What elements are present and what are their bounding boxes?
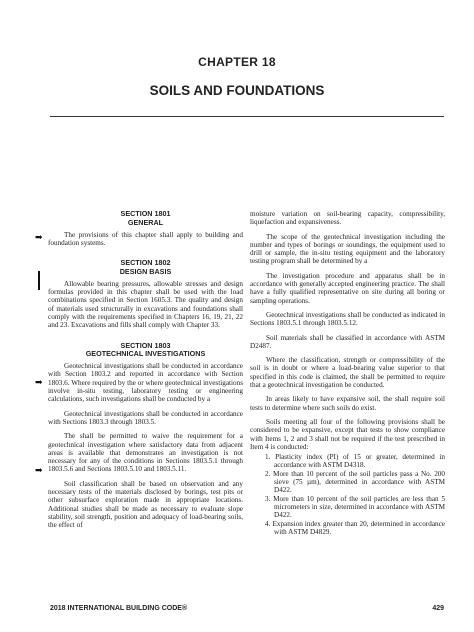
- change-arrow-icon: ➡: [35, 232, 43, 242]
- list-item: 2. More than 10 percent of the soil particles pass a No. 200 sieve (75 µm), determined in accordance with ASTM D422.: [265, 469, 445, 495]
- change-arrow-icon: ➡: [35, 465, 43, 475]
- change-arrow-icon: ➡: [35, 377, 43, 387]
- paragraph: Geotechnical investigations shall be conducted in accordance with Sections 1803.3 through 1803.5.: [48, 409, 243, 426]
- list-item: 3. More than 10 percent of the soil particles are less than 5 micrometers in size, determined in accordance with ASTM D422.: [265, 494, 445, 520]
- paragraph: Geotechnical investigations shall be conducted in accordance with Section 1803.2 and reported in accordance with Section 1803.6. Where required by the or where geotechnical investigations involve in-situ testing, laboratory testing or engineering calculations, such investigations shall be conducted by a: [48, 362, 243, 404]
- paragraph: moisture variation on soil-bearing capacity, compressibility, liquefaction and expansiveness.: [250, 210, 445, 227]
- left-column: [48, 210, 243, 530]
- page-number: 429: [432, 605, 444, 612]
- footer-code-title: 2018 INTERNATIONAL BUILDING CODE®: [50, 605, 188, 612]
- paragraph: The scope of the geotechnical investigation including the number and types of borings or soundings, the equipment used to drill or sample, the in-situ testing equipment and the laboratory testing program shall be determined by a: [250, 232, 445, 266]
- list-item: 4. Expansion index greater than 20, determined in accordance with ASTM D4829.: [265, 519, 445, 536]
- list-item: 1. Plasticity index (PI) of 15 or greater, determined in accordance with ASTM D4318.: [265, 453, 445, 470]
- paragraph: The shall be permitted to waive the requirement for a geotechnical investigation where satisfactory data from adjacent areas is available that demonstrates an investigation is not necessary for any of the conditions in Sections 1803.5.1 through 1803.5.6 and Sections 1803.5.10 and 1803.5.11.: [48, 432, 243, 474]
- paragraph: Soil classification shall be based on observation and any necessary tests of the materials disclosed by borings, test pits or other subsurface exploration made in appropriate locations. Additional studies shall be made as necessary to evaluate slope stability, soil strength, position and adequacy of load-bearing soils, the effect of: [48, 479, 243, 530]
- header-rule: [50, 116, 444, 117]
- right-column: [250, 210, 445, 536]
- paragraph: The investigation procedure and apparatus shall be in accordance with generally accepted engineering practice. The shall have a fully qualified representative on site during all boring or sampling operations.: [250, 271, 445, 305]
- section-1801-heading: SECTION 1801 GENERAL: [120, 209, 171, 227]
- chapter-title: SOILS AND FOUNDATIONS: [149, 83, 325, 98]
- paragraph: Soils meeting all four of the following provisions shall be considered to be expansive, except that tests to show compliance with Items 1, 2 and 3 shall not be required if the test prescribed in Item 4 is conducted:: [250, 417, 445, 451]
- paragraph: In areas likely to have expansive soil, the shall require soil tests to determine where such soils do exist.: [250, 395, 445, 412]
- chapter-header: [0, 55, 474, 98]
- expansive-soil-list: [250, 453, 445, 536]
- section-1803-heading: SECTION 1803 GEOTECHNICAL INVESTIGATIONS: [85, 340, 206, 359]
- paragraph: Soil materials shall be classified in accordance with ASTM D2487.: [250, 333, 445, 350]
- paragraph: Allowable bearing pressures, allowable stresses and design formulas provided in this chapter shall be used with the load combinations specified in Section 1605.3. The quality and design of materials used structurally in excavations and foundations shall comply with the requirements specified in Chapters 16, 19, 21, 22 and 23. Excavations and fills shall comply with Chapter 33.: [48, 279, 243, 330]
- chapter-number: CHAPTER 18: [198, 55, 276, 69]
- change-bar: [38, 271, 40, 290]
- section-1802-heading: SECTION 1802 DESIGN BASIS: [119, 258, 172, 276]
- paragraph: Geotechnical investigations shall be conducted as indicated in Sections 1803.5.1 through 1803.5.12.: [250, 310, 445, 328]
- paragraph: Where the classification, strength or compressibility of the soil is in doubt or where a load-bearing value superior to that specified in this code is claimed, the shall be permitted to require that a geotechnical investigation be conducted.: [250, 356, 445, 390]
- paragraph: The provisions of this chapter shall apply to building and foundation systems.: [48, 230, 243, 247]
